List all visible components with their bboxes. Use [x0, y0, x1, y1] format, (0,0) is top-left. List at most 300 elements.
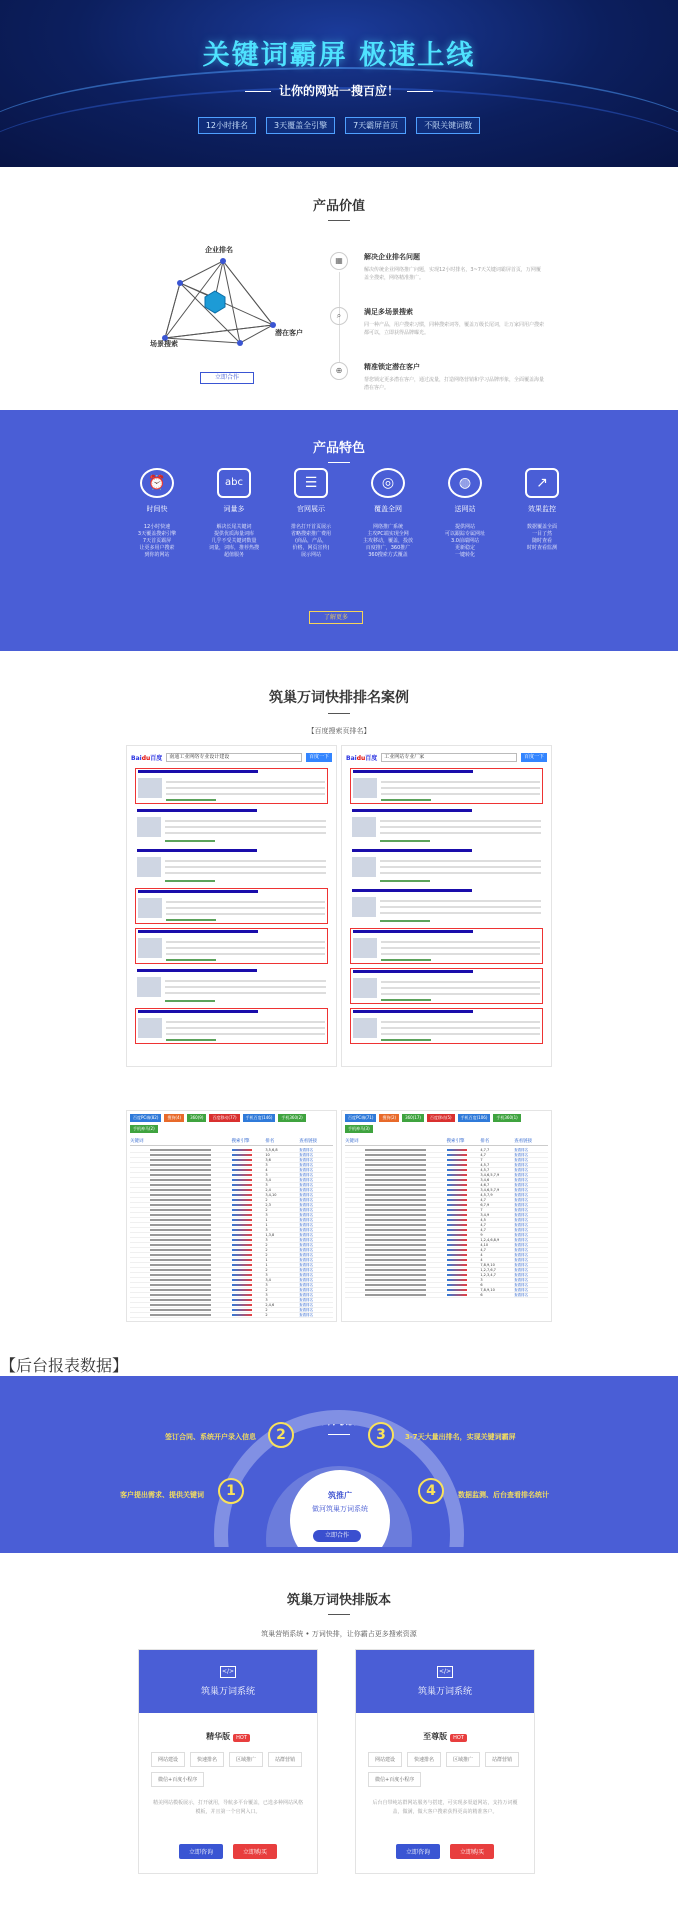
engine-filter-button[interactable]: 手机百度(106) — [458, 1114, 491, 1122]
keyword-text-line — [150, 1189, 211, 1191]
engine-logo-icon — [232, 1199, 252, 1201]
engine-cell — [447, 1178, 481, 1182]
col-engine: 搜索引擎 — [231, 1139, 250, 1144]
view-rank-link[interactable]: 查看排名 — [299, 1248, 314, 1252]
keyword-cell — [345, 1203, 447, 1207]
result-thumbnail — [138, 938, 162, 958]
keyword-cell — [345, 1283, 447, 1287]
keyword-cell — [345, 1263, 447, 1267]
table-row — [345, 1293, 548, 1298]
view-rank-link[interactable]: 查看排名 — [299, 1313, 314, 1317]
engine-filter-button[interactable]: 搜狗(2) — [379, 1114, 399, 1122]
engine-cell — [232, 1168, 266, 1172]
engine-cell — [232, 1248, 266, 1252]
engine-cell — [232, 1253, 266, 1257]
view-rank-link[interactable]: 查看排名 — [299, 1173, 314, 1177]
engine-cell — [447, 1273, 481, 1277]
cooperate-button[interactable]: 立即合作 — [313, 1530, 361, 1542]
value-item-desc: 帮您锁定更多潜在客户，通过流量，打造网络营销和学习品牌形象，全面覆盖海量潜在客户。 — [364, 377, 545, 391]
view-rank-link[interactable]: 查看排名 — [299, 1163, 314, 1167]
value-item — [330, 250, 560, 305]
view-rank-link[interactable]: 查看排名 — [299, 1218, 314, 1222]
search-result — [135, 848, 328, 884]
engine-logo-icon — [232, 1214, 252, 1216]
result-snippet-line — [381, 787, 540, 789]
result-thumbnail — [138, 898, 162, 918]
engine-cell — [447, 1208, 481, 1212]
keyword-cell — [130, 1283, 232, 1287]
view-rank-link[interactable]: 查看排名 — [299, 1243, 314, 1247]
rank-cell: 3,4,6,5,7,9 — [480, 1173, 500, 1177]
result-url-line — [381, 1039, 431, 1041]
engine-cell — [447, 1248, 481, 1252]
keyword-text-line — [150, 1284, 211, 1286]
feature-desc: 解决长尾关键词 提供优质海量词库 几乎不受关键词数量 词量，词库，推荐热搜 超值服务 — [209, 524, 260, 558]
engine-logo-icon — [447, 1204, 467, 1206]
engine-logo-icon — [447, 1164, 467, 1166]
keyword-cell — [345, 1153, 447, 1157]
consult-button[interactable]: 立即咨询 — [396, 1844, 440, 1859]
rank-cell: 7,8,9,10 — [480, 1263, 495, 1267]
view-rank-link[interactable]: 查看排名 — [514, 1203, 529, 1207]
keyword-text-line — [150, 1214, 211, 1216]
view-rank-link[interactable]: 查看排名 — [514, 1273, 529, 1277]
engine-filter-button[interactable]: 百度移动(5) — [427, 1114, 455, 1122]
step-text: 3-7天大量出排名，实现关键词霸屏 — [405, 1433, 516, 1441]
view-rank-link[interactable]: 查看排名 — [299, 1198, 314, 1202]
cooperate-button[interactable]: 立即合作 — [200, 372, 254, 384]
engine-cell — [232, 1188, 266, 1192]
engine-filter-button[interactable]: 搜狗(4) — [164, 1114, 184, 1122]
engine-logo-icon — [447, 1279, 467, 1281]
step-text: 数据监测、后台查看排名统计 — [458, 1491, 549, 1499]
code-monitor-icon: </> — [220, 1666, 236, 1678]
engine-filter-button[interactable]: 手机百度(146) — [243, 1114, 276, 1122]
keyword-text-line — [150, 1274, 211, 1276]
result-snippet-line — [166, 787, 325, 789]
result-title-line — [353, 770, 473, 773]
engine-filter-button[interactable]: 手机360(2) — [278, 1114, 305, 1122]
view-rank-link[interactable]: 查看排名 — [514, 1253, 529, 1257]
keyword-cell — [345, 1208, 447, 1212]
view-rank-link[interactable]: 查看排名 — [299, 1203, 314, 1207]
rank-cell: 6,7,9 — [480, 1203, 490, 1207]
view-rank-link[interactable]: 查看排名 — [299, 1273, 314, 1277]
engine-logo-icon — [232, 1274, 252, 1276]
rank-cell: 3,4 — [265, 1278, 271, 1282]
keyword-cell — [345, 1228, 447, 1232]
rank-cell: 9 — [480, 1233, 483, 1237]
view-rank-link[interactable]: 查看排名 — [514, 1188, 529, 1192]
view-rank-link[interactable]: 查看排名 — [299, 1233, 314, 1237]
engine-logo-icon — [232, 1149, 252, 1151]
result-title-line — [353, 970, 473, 973]
keyword-cell — [345, 1273, 447, 1277]
keyword-cell — [130, 1268, 232, 1272]
table-row — [130, 1313, 333, 1318]
view-rank-link[interactable]: 查看排名 — [299, 1228, 314, 1232]
view-rank-link[interactable]: 查看排名 — [514, 1228, 529, 1232]
result-snippet-line — [380, 826, 541, 828]
keyword-cell — [130, 1288, 232, 1292]
view-rank-link[interactable]: 查看排名 — [299, 1153, 314, 1157]
view-rank-link[interactable]: 查看排名 — [299, 1283, 314, 1287]
keyword-text-line — [365, 1184, 426, 1186]
result-snippet-line — [380, 832, 541, 834]
view-rank-link[interactable]: 查看排名 — [514, 1243, 529, 1247]
feature-desc: 12小时快速 3天覆盖搜索引擎 7天首页霸屏 让更多用户搜索 到你的网站 — [137, 524, 177, 558]
card-feature-chips — [356, 1742, 534, 1787]
rank-cell: 3,4,6 — [480, 1178, 490, 1182]
search-result — [135, 928, 328, 964]
engine-cell — [447, 1253, 481, 1257]
result-title-line — [137, 969, 257, 972]
engine-logo-icon — [232, 1309, 252, 1311]
keyword-text-line — [365, 1294, 426, 1296]
rank-cell: 1 — [265, 1263, 268, 1267]
keyword-text-line — [150, 1294, 211, 1296]
rank-cell: 3 — [265, 1163, 268, 1167]
result-snippet-line — [381, 781, 540, 783]
keyword-cell — [130, 1233, 232, 1237]
engine-cell — [232, 1178, 266, 1182]
engine-cell — [447, 1228, 481, 1232]
engine-logo-icon — [232, 1239, 252, 1241]
keyword-cell — [130, 1238, 232, 1242]
view-rank-link[interactable]: 查看排名 — [514, 1208, 529, 1212]
result-thumbnail — [353, 1018, 377, 1038]
engine-logo-icon — [447, 1214, 467, 1216]
keyword-text-line — [365, 1264, 426, 1266]
engine-logo-icon — [447, 1179, 467, 1181]
engine-logo-icon — [447, 1149, 467, 1151]
keyword-text-line — [365, 1259, 426, 1261]
rank-cell: 4,5,7 — [480, 1168, 490, 1172]
view-rank-link[interactable]: 查看排名 — [299, 1208, 314, 1212]
engine-cell — [447, 1173, 481, 1177]
rank-cell: 1 — [265, 1223, 268, 1227]
rank-cell: 4,5,7 — [480, 1163, 490, 1167]
rank-cell: 2 — [265, 1248, 268, 1252]
card-tier — [356, 1731, 534, 1742]
feature-item — [132, 468, 182, 559]
engine-cell — [232, 1263, 266, 1267]
search-result — [350, 848, 543, 884]
result-snippet-line — [381, 1021, 540, 1023]
value-item-title: 精准锁定潜在客户 — [364, 363, 420, 371]
graph-label: 潜在客户 — [275, 329, 303, 337]
view-rank-link[interactable]: 查看排名 — [299, 1168, 314, 1172]
view-rank-link[interactable]: 查看排名 — [514, 1268, 529, 1272]
keyword-cell — [130, 1258, 232, 1262]
view-rank-link[interactable]: 查看排名 — [514, 1278, 529, 1282]
view-rank-link[interactable]: 查看排名 — [514, 1218, 529, 1222]
rank-cell: 7 — [480, 1208, 483, 1212]
engine-logo-icon — [447, 1284, 467, 1286]
section-title: 筑巢万词快排版本 — [0, 1553, 678, 1615]
keyword-cell — [345, 1238, 447, 1242]
result-title-line — [352, 809, 472, 812]
engine-logo-icon — [447, 1194, 467, 1196]
keyword-text-line — [365, 1224, 426, 1226]
keyword-cell — [345, 1168, 447, 1172]
engine-filter-button[interactable]: 百度移动(77) — [209, 1114, 239, 1122]
keyword-cell — [130, 1198, 232, 1202]
view-rank-link[interactable]: 查看排名 — [299, 1258, 314, 1262]
consult-button[interactable]: 立即咨询 — [179, 1844, 223, 1859]
feature-item — [286, 468, 336, 559]
rank-cell: 3 — [265, 1293, 268, 1297]
product-features-section — [0, 410, 678, 651]
rank-cell: 4,6,7 — [480, 1183, 490, 1187]
feature-chip: 快速排名 — [407, 1752, 441, 1767]
step-number: 4 — [418, 1478, 444, 1504]
result-url-line — [165, 880, 215, 882]
keyword-text-line — [365, 1169, 426, 1171]
view-rank-link[interactable]: 查看排名 — [514, 1248, 529, 1252]
feature-name: 送网站 — [454, 505, 476, 513]
result-snippet-line — [166, 1021, 325, 1023]
keyword-text-line — [365, 1164, 426, 1166]
keyword-text-line — [150, 1184, 211, 1186]
card-actions — [356, 1844, 534, 1859]
engine-logo-icon — [447, 1174, 467, 1176]
rank-cell: 4,5,7,9 — [480, 1193, 493, 1197]
engine-filter-button[interactable]: 手机神马(3) — [345, 1125, 373, 1133]
view-rank-link[interactable]: 查看排名 — [299, 1263, 314, 1267]
keyword-cell — [345, 1258, 447, 1262]
engine-cell — [232, 1228, 266, 1232]
rank-cell: 3 — [265, 1213, 268, 1217]
view-rank-link[interactable]: 查看排名 — [514, 1293, 529, 1297]
engine-logo-icon — [232, 1249, 252, 1251]
process-diagram — [0, 1370, 678, 1547]
view-rank-link[interactable]: 查看排名 — [514, 1168, 529, 1172]
engine-cell — [232, 1183, 266, 1187]
view-rank-link[interactable]: 查看排名 — [299, 1308, 314, 1312]
engine-logo-icon — [447, 1269, 467, 1271]
view-rank-link[interactable]: 查看排名 — [514, 1233, 529, 1237]
rank-cell: 2 — [265, 1198, 268, 1202]
engine-cell — [232, 1203, 266, 1207]
document-list-icon: ☰ — [294, 468, 328, 498]
view-rank-link[interactable]: 查看排名 — [299, 1223, 314, 1227]
keyword-cell — [345, 1218, 447, 1222]
keyword-text-line — [150, 1169, 211, 1171]
result-thumbnail — [353, 978, 377, 998]
view-rank-link[interactable]: 查看排名 — [514, 1158, 529, 1162]
feature-desc: 提供网站 可以跟踪专属网址 3.0前端网站 更新稳定 一键转化 — [444, 524, 485, 558]
engine-cell — [447, 1168, 481, 1172]
rank-cell: 1 — [265, 1218, 268, 1222]
keyword-text-line — [150, 1244, 211, 1246]
engine-filter-buttons — [127, 1111, 336, 1136]
view-rank-link[interactable]: 查看排名 — [299, 1278, 314, 1282]
view-rank-link[interactable]: 查看排名 — [514, 1178, 529, 1182]
baidu-serp-screenshot-left — [126, 745, 337, 1067]
engine-filter-button[interactable]: 手机360(1) — [493, 1114, 520, 1122]
backend-report-right — [341, 1110, 552, 1322]
feature-item — [363, 468, 413, 559]
rank-cell: 2 — [265, 1243, 268, 1247]
engine-cell — [232, 1213, 266, 1217]
engine-filter-button[interactable]: 百度PC端(82) — [130, 1114, 161, 1122]
buy-button[interactable]: 立即购买 — [450, 1844, 494, 1859]
view-rank-link[interactable]: 查看排名 — [514, 1288, 529, 1292]
keyword-cell — [130, 1153, 232, 1157]
result-title-line — [352, 889, 472, 892]
view-rank-link[interactable]: 查看排名 — [514, 1163, 529, 1167]
keyword-cell — [345, 1178, 447, 1182]
keyword-cell — [130, 1183, 232, 1187]
result-thumbnail — [352, 857, 376, 877]
keyword-cell — [345, 1158, 447, 1162]
result-title-line — [138, 1010, 258, 1013]
view-rank-link[interactable]: 查看排名 — [514, 1283, 529, 1287]
rank-cell: 3 — [265, 1183, 268, 1187]
keyword-text-line — [150, 1159, 211, 1161]
view-rank-link[interactable]: 查看排名 — [514, 1213, 529, 1217]
keyword-cell — [345, 1223, 447, 1227]
result-title-line — [138, 890, 258, 893]
feature-desc: 数据覆盖全面 一目了然 随时查看 时时查看监测 — [526, 524, 557, 551]
engine-filter-button[interactable]: 360(17) — [402, 1114, 424, 1122]
view-rank-link[interactable]: 查看排名 — [514, 1193, 529, 1197]
keyword-cell — [130, 1293, 232, 1297]
rank-cell: 3,4,6,5,7,9 — [480, 1188, 500, 1192]
buy-button[interactable]: 立即购买 — [233, 1844, 277, 1859]
feature-chip: 网站建设 — [368, 1752, 402, 1767]
keyword-cell — [130, 1203, 232, 1207]
keyword-text-line — [150, 1219, 211, 1221]
view-rank-link[interactable]: 查看排名 — [299, 1158, 314, 1162]
result-snippet-line — [166, 947, 325, 949]
view-rank-link[interactable]: 查看排名 — [299, 1253, 314, 1257]
rank-cell: 3 — [265, 1298, 268, 1302]
keyword-cell — [130, 1273, 232, 1277]
keyword-cell — [345, 1253, 447, 1257]
step-number: 1 — [218, 1478, 244, 1504]
rank-cell: 4,7 — [480, 1223, 486, 1227]
hero-tag: 7天霸屏首页 — [345, 117, 406, 134]
result-thumbnail — [352, 817, 376, 837]
view-rank-link[interactable]: 查看排名 — [514, 1173, 529, 1177]
engine-filter-button[interactable]: 手机神马(2) — [130, 1125, 158, 1133]
view-rank-link[interactable]: 查看排名 — [514, 1148, 529, 1152]
keyword-text-line — [365, 1149, 426, 1151]
view-rank-link[interactable]: 查看排名 — [514, 1258, 529, 1262]
engine-logo-icon — [232, 1169, 252, 1171]
serp-query: 工业网站专业厂家 — [381, 753, 517, 762]
serp-search-bar — [346, 750, 547, 764]
view-rank-link[interactable]: 查看排名 — [299, 1178, 314, 1182]
code-monitor-icon: </> — [437, 1666, 453, 1678]
view-rank-link[interactable]: 查看排名 — [514, 1183, 529, 1187]
view-rank-link[interactable]: 查看排名 — [299, 1193, 314, 1197]
engine-cell — [232, 1298, 266, 1302]
engine-filter-button[interactable]: 360(9) — [187, 1114, 206, 1122]
keyword-text-line — [365, 1154, 426, 1156]
view-rank-link[interactable]: 查看排名 — [299, 1188, 314, 1192]
rank-cell: 4,7 — [480, 1248, 486, 1252]
view-rank-link[interactable]: 查看排名 — [299, 1238, 314, 1242]
feature-chip: 微信+百度小程序 — [151, 1772, 204, 1787]
view-rank-link[interactable]: 查看排名 — [514, 1223, 529, 1227]
view-rank-link[interactable]: 查看排名 — [299, 1268, 314, 1272]
engine-logo-icon — [447, 1219, 467, 1221]
view-rank-link[interactable]: 查看排名 — [299, 1303, 314, 1307]
engine-cell — [447, 1243, 481, 1247]
search-icon: ⌕ — [330, 307, 348, 325]
engine-cell — [232, 1158, 266, 1162]
engine-logo-icon — [447, 1189, 467, 1191]
view-rank-link[interactable]: 查看排名 — [299, 1288, 314, 1292]
engine-cell — [232, 1238, 266, 1242]
engine-logo-icon — [232, 1179, 252, 1181]
hero-banner — [0, 0, 678, 167]
search-result — [135, 1008, 328, 1044]
engine-cell — [447, 1213, 481, 1217]
learn-more-button[interactable]: 了解更多 — [309, 611, 363, 624]
engine-logo-icon — [232, 1194, 252, 1196]
engine-filter-button[interactable]: 百度PC端(71) — [345, 1114, 376, 1122]
rank-cell: 3,4 — [265, 1178, 271, 1182]
result-snippet-line — [166, 781, 325, 783]
keyword-text-line — [150, 1309, 211, 1311]
view-rank-link[interactable]: 查看排名 — [299, 1148, 314, 1152]
keyword-text-line — [150, 1249, 211, 1251]
engine-logo-icon — [232, 1259, 252, 1261]
feature-item — [440, 468, 490, 559]
rank-cell: 7,8,9,10 — [480, 1288, 495, 1292]
engine-logo-icon — [447, 1224, 467, 1226]
view-rank-link[interactable]: 查看排名 — [299, 1213, 314, 1217]
keyword-cell — [130, 1263, 232, 1267]
view-rank-link[interactable]: 查看排名 — [299, 1298, 314, 1302]
feature-item — [517, 468, 567, 559]
step-number: 2 — [268, 1422, 294, 1448]
keyword-text-line — [150, 1254, 211, 1256]
engine-cell — [447, 1193, 481, 1197]
rank-cell: 3,6 — [265, 1158, 271, 1162]
keyword-text-line — [365, 1249, 426, 1251]
col-rank: 排名 — [480, 1139, 490, 1144]
view-rank-link[interactable]: 查看排名 — [514, 1198, 529, 1202]
feature-name: 词量多 — [223, 505, 245, 513]
rank-cell: 3 — [265, 1238, 268, 1242]
view-rank-link[interactable]: 查看排名 — [514, 1153, 529, 1157]
view-rank-link[interactable]: 查看排名 — [299, 1183, 314, 1187]
engine-cell — [232, 1278, 266, 1282]
engine-cell — [447, 1238, 481, 1242]
keyword-text-line — [150, 1264, 211, 1266]
result-snippet-line — [381, 793, 540, 795]
view-rank-link[interactable]: 查看排名 — [514, 1238, 529, 1242]
keyword-cell — [130, 1178, 232, 1182]
engine-logo-icon — [447, 1289, 467, 1291]
view-rank-link[interactable]: 查看排名 — [299, 1293, 314, 1297]
rank-cell: 1,2,7,6,7 — [480, 1268, 496, 1272]
keyword-cell — [130, 1298, 232, 1302]
result-snippet-line — [380, 872, 541, 874]
keyword-cell — [130, 1253, 232, 1257]
process-center-sub: 做河筑巢万词系统 — [312, 1505, 368, 1513]
col-keyword: 关键词 — [345, 1139, 359, 1144]
versions-section — [0, 1553, 678, 1908]
engine-cell — [232, 1268, 266, 1272]
result-snippet-line — [165, 826, 326, 828]
view-rank-link[interactable]: 查看排名 — [514, 1263, 529, 1267]
